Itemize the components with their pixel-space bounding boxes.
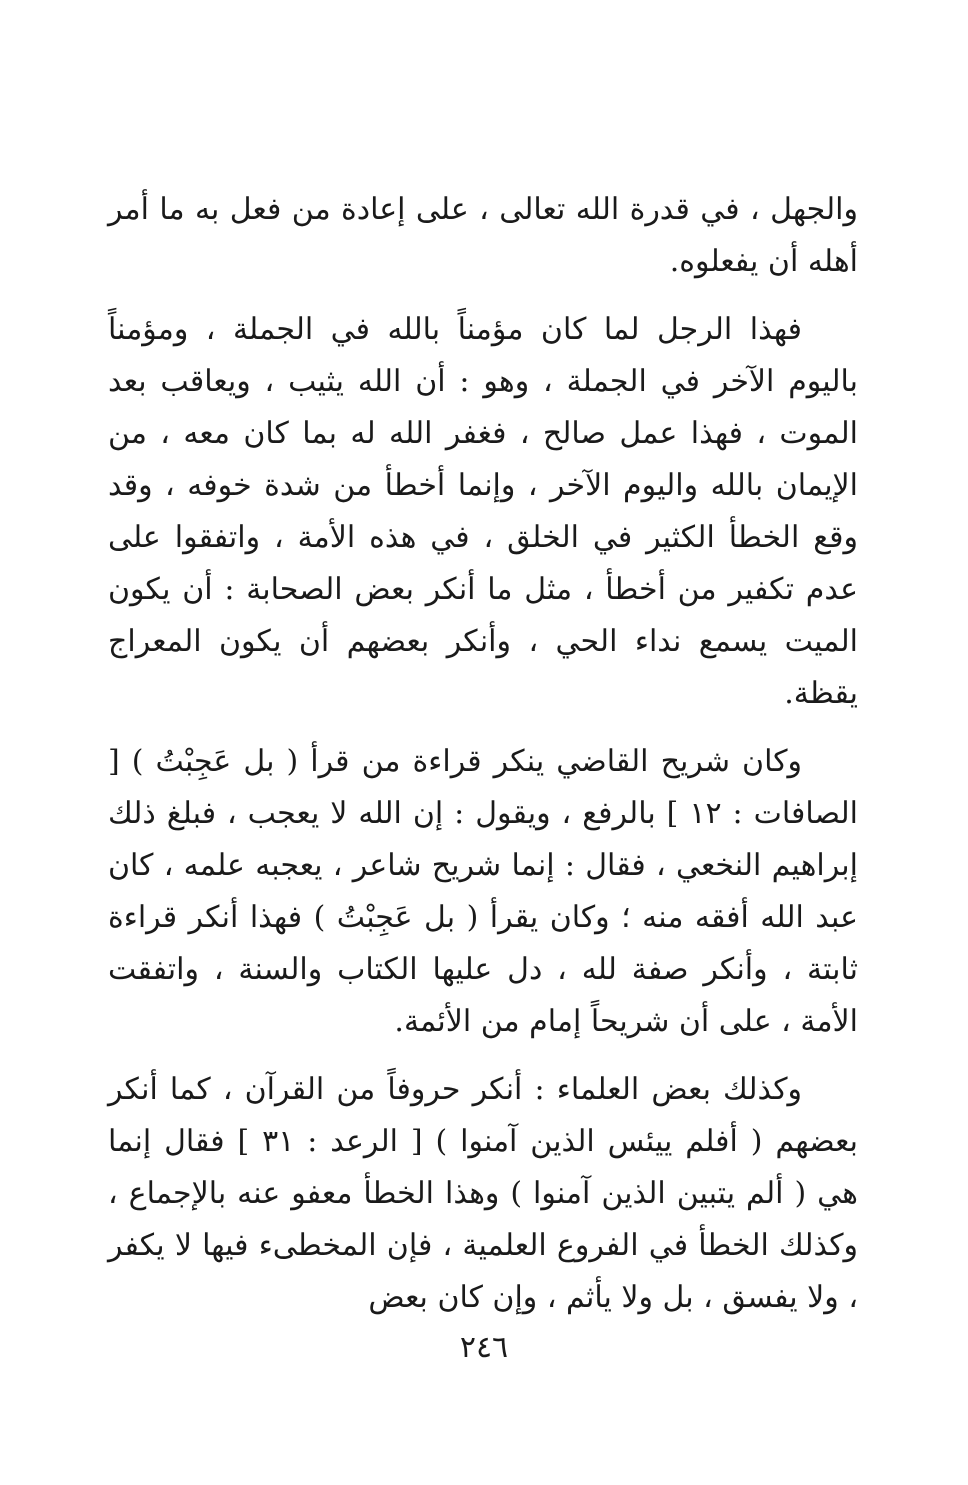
page-body-text: [108, 184, 858, 1340]
paragraph-4: وكذلك بعض العلماء : أنكر حروفاً من القرآن ، كما أنكر بعضهم ( أفلم ييئس الذين آمنوا ) [ الرعد : ٣١ ] فقال إنما هي ( ألم يتبين الذين آمنوا ) وهذا الخطأ معفو عنه بالإجماع ، وكذلك الخطأ في الفروع العلمية ، فإن المخطىء فيها لا يكفر ، ولا يفسق ، بل ولا يأثم ، وإن كان بعض: [108, 1072, 859, 1315]
paragraph-2: فهذا الرجل لما كان مؤمناً بالله في الجملة ، ومؤمناً باليوم الآخر في الجملة ، وهو : أن الله يثيب ، ويعاقب بعد الموت ، فهذا عمل صالح ، فغفر الله له بما كان معه ، من الإيمان بالله واليوم الآخر ، وإنما أخطأ من شدة خوفه ، وقد وقع الخطأ الكثير في الخلق ، في هذه الأمة ، واتفقوا على عدم تكفير من أخطأ ، مثل ما أنكر بعض الصحابة : أن يكون الميت يسمع نداء الحي ، وأنكر بعضهم أن يكون المعراج يقظة.: [108, 312, 858, 711]
page-number: ٢٤٦: [459, 1330, 509, 1365]
paragraph-1: والجهل ، في قدرة الله تعالى ، على إعادة من فعل به ما أمر أهله أن يفعلوه.: [108, 192, 858, 279]
paragraph-3: وكان شريح القاضي ينكر قراءة من قرأ ( بل عَجِبْتُ ) [ الصافات : ١٢ ] بالرفع ، ويقول : إن الله لا يعجب ، فبلغ ذلك إبراهيم النخعي ، فقال : إنما شريح شاعر ، يعجبه علمه ، كان عبد الله أفقه منه ؛ وكان يقرأ ( بل عَجِبْتُ ) فهذا أنكر قراءة ثابتة ، وأنكر صفة لله ، دل عليها الكتاب والسنة ، واتفقت الأمة ، على أن شريحاً إمام من الأئمة.: [108, 744, 858, 1039]
